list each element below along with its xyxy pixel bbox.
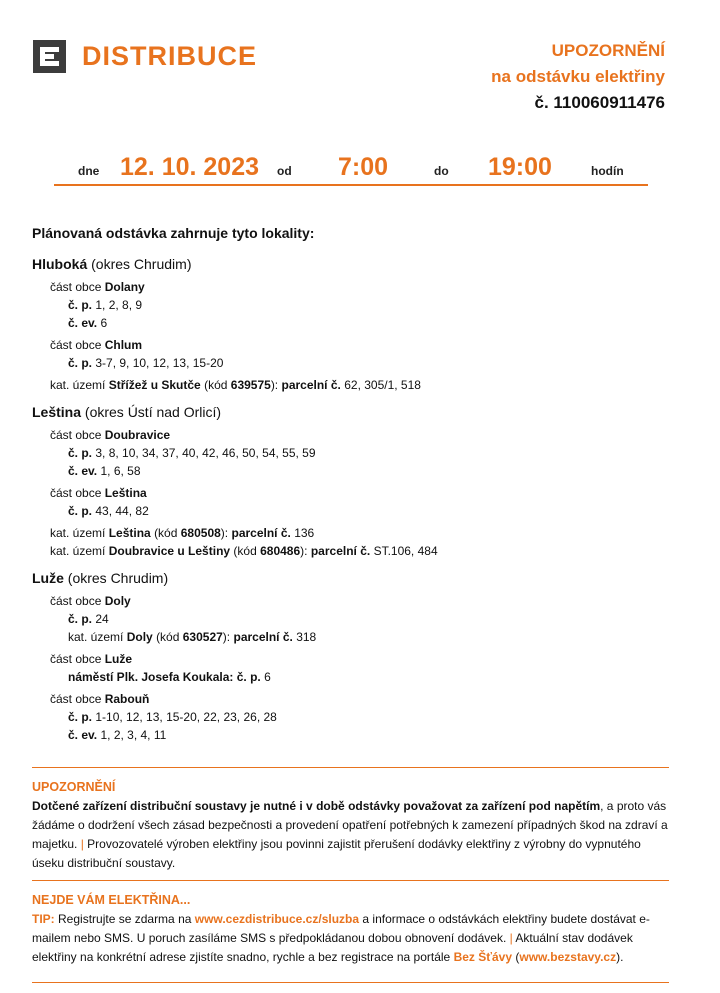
town-lestina: Leština (okres Ústí nad Orlicí) <box>32 404 222 420</box>
warning-title: UPOZORNĚNÍ <box>32 780 116 794</box>
notice-number: č. 110060911476 <box>534 93 665 112</box>
to-label: do <box>434 164 449 178</box>
divider <box>32 982 669 983</box>
part-luze: část obce Luže <box>50 652 133 666</box>
outage-date: 12. 10. 2023 <box>120 153 260 181</box>
town-hluboka: Hluboká (okres Chrudim) <box>32 256 192 272</box>
schedule-bar <box>54 150 648 186</box>
from-label: od <box>277 164 292 178</box>
dolany-cp: č. p. 1, 2, 8, 9 <box>68 298 143 312</box>
town-luze: Luže (okres Chrudim) <box>32 570 169 586</box>
kat-doubravice: kat. území Doubravice u Leštiny (kód 680486): parcelní č. ST.106, 484 <box>50 544 438 558</box>
part-doubravice: část obce Doubravice <box>50 428 171 442</box>
doly-cp: č. p. 24 <box>68 612 109 626</box>
cezdistribuce-link[interactable]: www.cezdistribuce.cz/sluzba <box>194 912 360 926</box>
tip-text: TIP: Registrujte se zdarma na www.cezdistribuce.cz/sluzba a informace o odstávkách elektřiny budete dostávat e-mailem nebo SMS. U poruch zasíláme SMS s předpokládanou dobou obnovení dodávek. | Aktuální stav dodávek elektřiny na konkrétní adrese zjistíte snadno, rychle a bez registrace na portále Bez Šťávy (www.bezstavy.cz). <box>32 912 650 964</box>
localities-intro: Plánovaná odstávka zahrnuje tyto lokality: <box>32 225 315 241</box>
kat-lestina: kat. území Leština (kód 680508): parcelní č. 136 <box>50 526 315 540</box>
doubravice-cp: č. p. 3, 8, 10, 34, 37, 40, 42, 46, 50, 54, 55, 59 <box>68 446 316 460</box>
lestina-cp: č. p. 43, 44, 82 <box>68 504 149 518</box>
kat-doly: kat. území Doly (kód 630527): parcelní č. 318 <box>68 630 317 644</box>
rabоun-cp: č. p. 1-10, 12, 13, 15-20, 22, 23, 26, 28 <box>68 710 277 724</box>
day-label: dne <box>78 164 100 178</box>
brand-name: DISTRIBUCE <box>82 41 258 71</box>
notice-title: UPOZORNĚNÍ <box>551 41 665 60</box>
part-doly: část obce Doly <box>50 594 131 608</box>
notice-subtitle: na odstávku elektřiny <box>491 67 665 86</box>
warning-section <box>32 778 672 873</box>
localities <box>32 224 672 744</box>
brand-logo <box>33 40 257 73</box>
chlum-cp: č. p. 3-7, 9, 10, 12, 13, 15-20 <box>68 356 224 370</box>
tip-title: NEJDE VÁM ELEKTŘINA... <box>32 893 191 907</box>
dolany-ce: č. ev. 6 <box>68 316 108 330</box>
from-time: 7:00 <box>338 153 389 181</box>
bezstavy-link[interactable]: www.bezstavy.cz <box>519 950 617 964</box>
kat-strizez: kat. území Střížež u Skutče (kód 639575): parcelní č. 62, 305/1, 518 <box>50 378 421 392</box>
divider <box>32 880 669 881</box>
part-chlum: část obce Chlum <box>50 338 143 352</box>
tip-section <box>32 891 672 967</box>
rabоun-ce: č. ev. 1, 2, 3, 4, 11 <box>68 728 167 742</box>
namesti-cp: náměstí Plk. Josefa Koukala: č. p. 6 <box>68 670 271 684</box>
hours-label: hodín <box>591 164 624 178</box>
part-rabоun: část obce Rabouň <box>50 692 150 706</box>
to-time: 19:00 <box>488 153 552 181</box>
cez-logo-icon <box>33 40 66 73</box>
part-dolany: část obce Dolany <box>50 280 145 294</box>
divider <box>32 767 669 768</box>
notice-header <box>491 38 665 116</box>
doubravice-ce: č. ev. 1, 6, 58 <box>68 464 141 478</box>
part-lestina: část obce Leština <box>50 486 147 500</box>
warning-text: Dotčené zařízení distribuční soustavy je nutné i v době odstávky považovat za zařízení pod napětím, a proto vás žádáme o dodržení všech zásad bezpečnosti a provedení opatření potřebných k zamezení případných škod na zdraví a majetku. | Provozovatelé výroben elektřiny jsou povinni zajistit přerušení dodávky elektřiny z výrobny do vypnutého úseku distribuční soustavy. <box>32 799 668 870</box>
